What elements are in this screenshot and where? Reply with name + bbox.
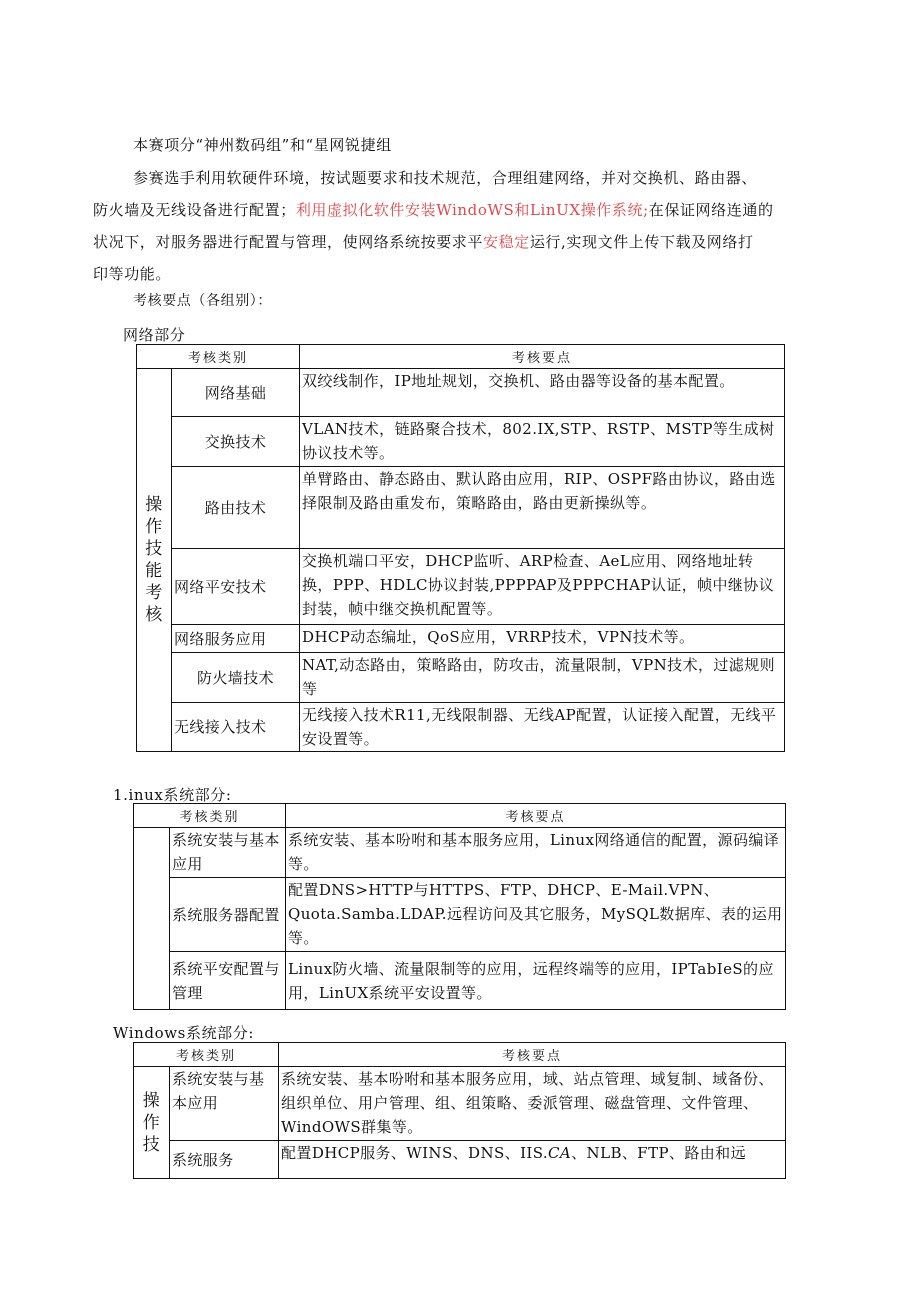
linux-header-points: 考核要点 (286, 804, 786, 828)
network-table (136, 344, 785, 752)
windows-header-category: 考核类别 (134, 1043, 279, 1067)
linux-side-cell (134, 828, 170, 1010)
intro-c-rest: 运行,实现文件上传下载及网络打 (529, 233, 754, 251)
network-row-category: 交换技术 (172, 417, 300, 467)
network-row-points: 无线接入技术R11,无线限制器、无线AP配置，认证接入配置，无线平安设置等。 (300, 703, 785, 752)
intro-b-red: 利用虚拟化软件安装WindoWS和LinUX操作系统 (295, 201, 644, 219)
network-row-points: VLAN技术，链路聚合技术，802.IX,STP、RSTP、MSTP等生成树协议技术等。 (300, 417, 785, 467)
intro-b-rest: 在保证网络连通的 (648, 201, 774, 219)
windows-section-title: Windows系统部分: (113, 1024, 255, 1042)
windows-header-points: 考核要点 (279, 1043, 786, 1067)
network-row-points: NAT,动态路由，策略路由，防攻击，流量限制，VPN技术，过滤规则等 (300, 653, 785, 703)
intro-b-black: 防火墙及无线设备进行配置； (93, 201, 296, 219)
intro-paragraph-line-b (93, 195, 774, 225)
linux-row-category: 系统服务器配置 (170, 878, 286, 952)
linux-row-points: 配置DNS>HTTP与HTTPS、FTP、DHCP、E-Mail.VPN、Quota.Samba.LDAP.远程访问及其它服务，MySQL数据库、表的运用等。 (286, 878, 786, 952)
windows-row-category: 系统安装与基本应用 (170, 1067, 279, 1141)
network-row-category: 防火墙技术 (172, 653, 300, 703)
windows-row-points: 配置DHCP服务、WINS、DNS、IIS.CA、NLB、FTP、路由和远 (279, 1141, 786, 1179)
intro-paragraph-line-a: 参赛选手利用软硬件环境，按试题要求和技术规范，合理组建网络，并对交换机、路由器、 (133, 169, 758, 187)
windows-row-points: 系统安装、基本吩咐和基本服务应用，域、站点管理、域复制、域备份、组织单位、用户管理、组、组策略、委派管理、磁盘管理、文件管理、WindOWS群集等。 (279, 1067, 786, 1141)
network-row-category: 网络基础 (172, 369, 300, 417)
network-row-points: DHCP动态编址，QoS应用，VRRP技术，VPN技术等。 (300, 625, 785, 653)
intro-paragraph-line-c (93, 227, 754, 257)
network-row-points: 双绞线制作，IP地址规划，交换机、路由器等设备的基本配置。 (300, 369, 785, 417)
linux-table (133, 803, 786, 1010)
network-row-points: 交换机端口平安，DHCP监听、ARP检查、AeL应用、网络地址转换，PPP、HDLC协议封装,PPPPAP及PPPCHAP认证，帧中继协议封装，帧中继交换机配置等。 (300, 549, 785, 625)
linux-row-points: Linux防火墙、流量限制等的应用，远程终端等的应用，IPTabIeS的应用，LinUX系统平安设置等。 (286, 952, 786, 1010)
linux-row-category: 系统平安配置与管理 (170, 952, 286, 1010)
network-row-points: 单臂路由、静态路由、默认路由应用，RIP、OSPF路由协议，路由选择限制及路由重发布，策略路由，路由更新操纵等。 (300, 467, 785, 549)
intro-line-1: 本赛项分“神州数码组”和“星网锐捷组 (133, 136, 392, 154)
network-row-category: 路由技术 (172, 467, 300, 549)
linux-section-title: 1.inux系统部分: (113, 786, 232, 804)
windows-side-label: 操 作 技 (134, 1067, 170, 1179)
intro-c-start: 状况下，对服务器进行配置与管理，使网络系统按要求平 (93, 233, 484, 251)
network-row-category: 网络平安技术 (172, 549, 300, 625)
intro-c-red: 安稳定 (483, 233, 530, 251)
linux-header-category: 考核类别 (134, 804, 286, 828)
windows-row-category: 系统服务 (170, 1141, 279, 1179)
intro-paragraph-line-d: 印等功能。 (93, 265, 172, 283)
network-row-category: 无线接入技术 (172, 703, 300, 752)
key-points-heading: 考核要点（各组别）： (133, 293, 272, 309)
network-row-category: 网络服务应用 (172, 625, 300, 653)
network-side-label: 操 作 技 能 考 核 (137, 369, 172, 752)
network-header-points: 考核要点 (300, 345, 785, 369)
linux-row-points: 系统安装、基本吩咐和基本服务应用，Linux网络通信的配置，源码编译等。 (286, 828, 786, 878)
windows-table (133, 1042, 786, 1179)
network-section-title: 网络部分 (123, 326, 186, 344)
network-header-category: 考核类别 (137, 345, 300, 369)
intro-b-colon: ; (643, 201, 649, 219)
linux-row-category: 系统安装与基本应用 (170, 828, 286, 878)
